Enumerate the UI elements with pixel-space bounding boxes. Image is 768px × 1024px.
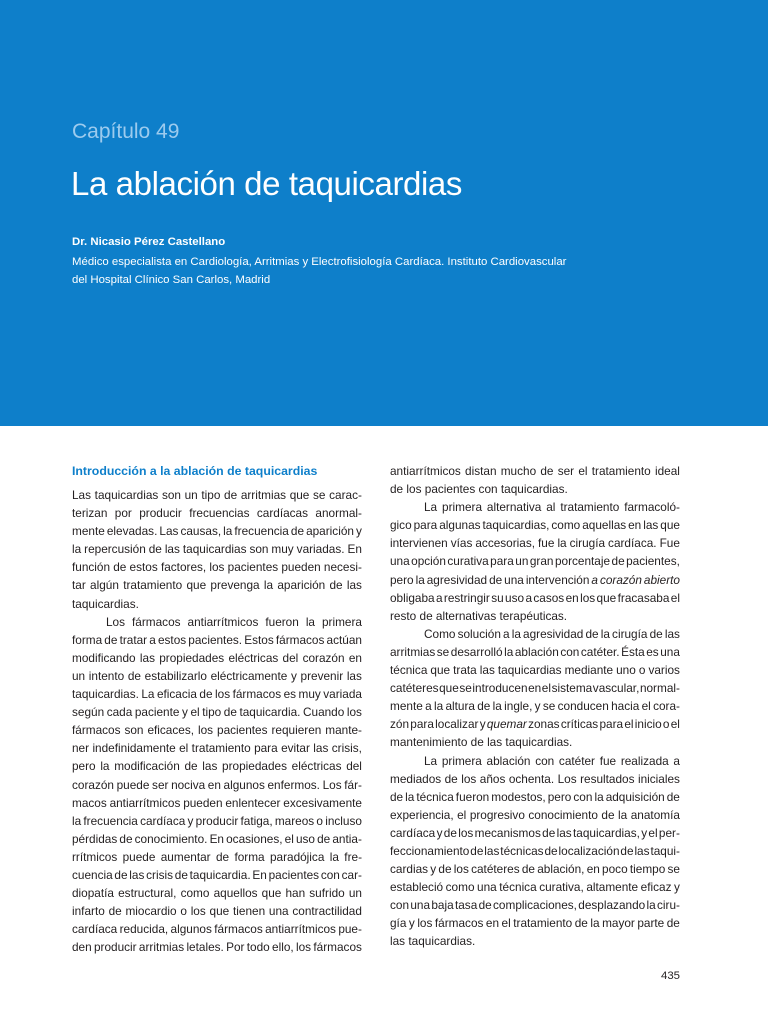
text-line: forma de tratar a estos pacientes. Estos fármacos actúan	[72, 632, 362, 647]
text-line: pero la modificación de las propiedades eléctricas del	[72, 759, 362, 774]
right-column-body	[390, 462, 680, 951]
text-line: mente a la altura de la ingle, y se conducen hacia el cora-	[390, 699, 680, 714]
text-line: pero la agresividad de una intervención a corazón abierto	[390, 572, 680, 587]
text-line: un intento de estabilizarlo eléctricamente y prevenir las	[72, 668, 362, 683]
text-line: den producir arritmias letales. Por todo ello, los fármacos	[72, 940, 362, 955]
text-line: terizan por producir frecuencias cardíacas anormal-	[72, 506, 362, 521]
text-line: estableció como una técnica curativa, altamente eficaz y	[390, 880, 680, 895]
text-line: gía y los fármacos en el tratamiento de la mayor parte de	[390, 916, 680, 931]
text-line: mediados de los años ochenta. Los resultados iniciales	[390, 771, 680, 786]
text-line: de los pacientes con taquicardias.	[390, 482, 568, 497]
author-affiliation	[72, 253, 567, 289]
text-line: ner indefinidamente el tratamiento para evitar las crisis,	[72, 741, 362, 756]
text-line: feccionamiento de las técnicas de localización de las taqui-	[390, 843, 680, 858]
text-line: cardíaca reducida, algunos fármacos antiarrítmicos pue-	[72, 922, 362, 937]
text-line: obligaba a restringir su uso a casos en los que fracasaba el	[390, 590, 680, 605]
right-column	[390, 462, 680, 951]
left-column-body	[72, 486, 362, 956]
text-line: mantenimiento de las taquicardias.	[390, 735, 573, 750]
text-line: de la técnica fueron modestos, pero con la adquisición de	[390, 789, 680, 804]
text-line: la repercusión de las taquicardias son muy variadas. En	[72, 542, 362, 557]
text-line: taquicardias. La eficacia de los fármacos es muy variada	[72, 687, 362, 702]
text-line: Los fármacos antiarrítmicos fueron la primera	[106, 614, 362, 629]
page-number: 435	[660, 970, 680, 982]
text-line: función de estos factores, los pacientes pueden necesi-	[72, 560, 362, 575]
text-line: rrítmicos puede aumentar de forma paradójica la fre-	[72, 849, 362, 864]
text-line: macos antiarrítmicos pueden enlentecer excesivamente	[72, 795, 362, 810]
text-line: La primera alternativa al tratamiento farmacoló-	[424, 500, 680, 515]
author-name: Dr. Nicasio Pérez Castellano	[72, 236, 226, 248]
text-line: intervienen vías accesorias, fue la cirugía cardíaca. Fue	[390, 536, 680, 551]
text-line: pérdidas de conocimiento. En ocasiones, el uso de antia-	[72, 831, 362, 846]
text-line: infarto de miocardio o los que tienen una contractilidad	[72, 904, 362, 919]
text-line: según cada paciente y el tipo de taquicardia. Cuando los	[72, 705, 362, 720]
text-line: resto de alternativas terapéuticas.	[390, 608, 568, 623]
text-line: técnica que trata las taquicardias mediante uno o varios	[390, 663, 680, 678]
text-line: cuencia de las crisis de taquicardia. En pacientes con car-	[72, 867, 362, 882]
chapter-header-band	[0, 0, 768, 426]
text-line: diopatía estructural, como aquellos que han sufrido un	[72, 886, 362, 901]
left-column	[72, 462, 362, 956]
text-line: taquicardias.	[72, 596, 139, 611]
text-line: cardíaca y de los mecanismos de las taquicardias, y el per-	[390, 825, 680, 840]
text-line: Las taquicardias son un tipo de arritmias que se carac-	[72, 488, 362, 502]
text-line: con una baja tasa de complicaciones, desplazando la ciru-	[390, 898, 680, 913]
text-line: arritmias se desarrolló la ablación con catéter. Ésta es una	[390, 644, 680, 659]
chapter-title: La ablación de taquicardias	[71, 165, 462, 202]
author-affiliation-line: Médico especialista en Cardiología, Arritmias y Electrofisiología Cardíaca. Instituto Cardiovascular	[72, 256, 567, 268]
text-line: tar algún tratamiento que prevenga la aparición de las	[72, 578, 362, 593]
text-line: una opción curativa para un gran porcentaje de pacientes,	[390, 554, 680, 569]
text-line: catéteres que se introducen en el sistema vascular, normal-	[390, 681, 680, 696]
text-line: las taquicardias.	[390, 934, 476, 949]
text-line: zón para localizar y quemar zonas críticas para el inicio o el	[390, 717, 680, 732]
text-line: experiencia, el progresivo conocimiento de la anatomía	[390, 807, 680, 822]
section-heading: Introducción a la ablación de taquicardias	[72, 464, 318, 478]
text-line: corazón puede ser nociva en algunos enfermos. Los fár-	[72, 777, 362, 792]
text-line: gico para algunas taquicardias, como aquellas en las que	[390, 518, 680, 533]
text-line: modificando las propiedades eléctricas del corazón en	[72, 650, 362, 665]
text-line: mente elevadas. Las causas, la frecuencia de aparición y	[72, 524, 362, 539]
text-line: la frecuencia cardíaca y producir fatiga, mareos o incluso	[72, 813, 362, 828]
text-line: La primera ablación con catéter fue realizada a	[424, 753, 680, 768]
text-line: cardias y de los catéteres de ablación, en poco tiempo se	[390, 862, 680, 877]
author-affiliation-line: del Hospital Clínico San Carlos, Madrid	[72, 274, 271, 286]
text-line: Como solución a la agresividad de la cirugía de las	[424, 626, 680, 641]
chapter-label: Capítulo 49	[72, 120, 180, 143]
text-line: antiarrítmicos distan mucho de ser el tratamiento ideal	[390, 464, 680, 478]
text-line: fármacos son eficaces, los pacientes requieren mante-	[72, 723, 362, 738]
